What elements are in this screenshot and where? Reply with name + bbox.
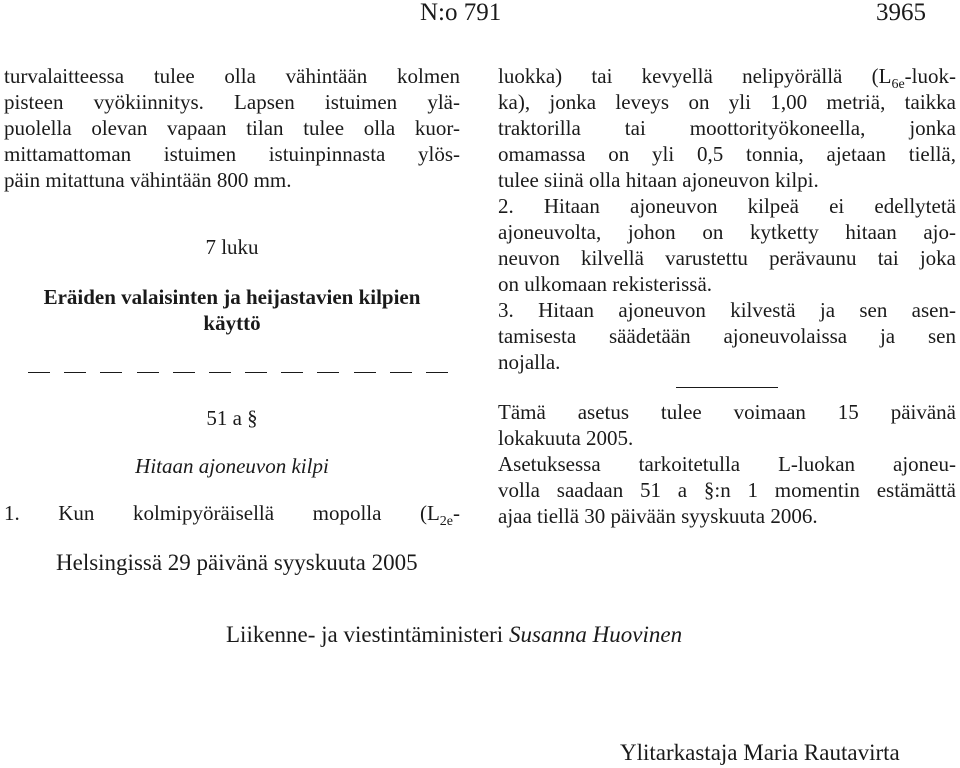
text-line: 2. Hitaan ajoneuvon kilpeä ei edellytetä	[498, 194, 956, 218]
text-line: tamisesta säädetään ajoneuvolaissa ja sen	[498, 324, 956, 348]
text-line	[4, 500, 460, 529]
text-line: pisteen vyökiinnitys. Lapsen istuimen ylä-	[4, 90, 460, 114]
text-line: Tämä asetus tulee voimaan 15 päivänä	[498, 400, 956, 424]
page-number: 3965	[876, 0, 926, 26]
text-line	[498, 63, 956, 92]
text-fragment: 1. Kun kolmipyöräisellä mopolla (L	[4, 501, 440, 525]
text-line: lokakuuta 2005.	[498, 426, 634, 450]
separator-dash	[354, 372, 376, 373]
text-line: omamassa on yli 0,5 tonnia, ajetaan tiellä,	[498, 142, 956, 166]
text-line: traktorilla tai moottorityökoneella, jonka	[498, 116, 956, 140]
separator-dash	[137, 372, 159, 373]
text-line: ka), jonka leveys on yli 1,00 metriä, taikka	[498, 90, 956, 114]
horizontal-rule	[676, 387, 778, 388]
text-line: Asetuksessa tarkoitetulla L-luokan ajoneu-	[498, 452, 956, 476]
section-title: Hitaan ajoneuvon kilpi	[135, 454, 329, 478]
subscript: 6e	[891, 77, 905, 92]
chapter-number: 7 luku	[205, 235, 259, 259]
text-line: nojalla.	[498, 350, 561, 374]
text-line: ajoneuvolta, johon on kytketty hitaan ajo-	[498, 220, 956, 244]
separator-dash	[245, 372, 267, 373]
chapter-title-line: Eräiden valaisinten ja heijastavien kilpien	[43, 285, 421, 309]
separator-dash	[64, 372, 86, 373]
paragraph	[498, 63, 956, 167]
text-fragment: luokka) tai kevyellä nelipyörällä (L	[498, 64, 892, 88]
paragraph	[498, 451, 956, 503]
separator-dash	[209, 372, 231, 373]
paragraph	[498, 399, 956, 425]
text-line: ajaa tiellä 30 päivään syyskuuta 2006.	[498, 504, 818, 528]
chapter-title-line: käyttö	[203, 311, 261, 335]
paragraph	[498, 193, 956, 271]
entry-into-force	[498, 399, 956, 529]
minister-title: Liikenne- ja viestintäministeri	[226, 622, 504, 647]
document-number: N:o 791	[420, 0, 502, 26]
chapter-title	[4, 284, 460, 336]
paragraph	[4, 63, 460, 167]
separator-dash	[426, 372, 448, 373]
minister-signature	[226, 621, 682, 649]
text-fragment: -luok-	[904, 64, 956, 88]
text-line: 3. Hitaan ajoneuvon kilvestä ja sen asen-	[498, 298, 956, 322]
section-separator	[28, 372, 448, 373]
official-signature: Ylitarkastaja Maria Rautavirta	[620, 740, 900, 765]
place-and-date: Helsingissä 29 päivänä syyskuuta 2005	[56, 550, 418, 575]
text-line: turvalaitteessa tulee olla vähintään kolmen	[4, 64, 460, 88]
separator-dash	[100, 372, 122, 373]
separator-dash	[281, 372, 303, 373]
text-line: neuvon kilvellä varustettu perävaunu tai joka	[498, 246, 956, 270]
right-column	[498, 63, 956, 375]
section-number: 51 a §	[206, 406, 258, 430]
left-column	[4, 63, 460, 193]
separator-dash	[317, 372, 339, 373]
paragraph	[4, 500, 460, 529]
text-line: tulee siinä olla hitaan ajoneuvon kilpi.	[498, 168, 819, 192]
text-line: volla saadaan 51 a §:n 1 momentin estämättä	[498, 478, 956, 502]
separator-dash	[173, 372, 195, 373]
text-fragment: -	[453, 501, 460, 525]
text-line: puolella olevan vapaan tilan tulee olla kuor-	[4, 116, 460, 140]
minister-name: Susanna Huovinen	[508, 622, 683, 647]
subscript: 2e	[439, 514, 453, 529]
text-line: päin mitattuna vähintään 800 mm.	[4, 168, 292, 192]
paragraph	[498, 297, 956, 349]
separator-dash	[28, 372, 50, 373]
text-line: on ulkomaan rekisterissä.	[498, 272, 713, 296]
text-line: mittamattoman istuimen istuinpinnasta ylös-	[4, 142, 460, 166]
separator-dash	[390, 372, 412, 373]
